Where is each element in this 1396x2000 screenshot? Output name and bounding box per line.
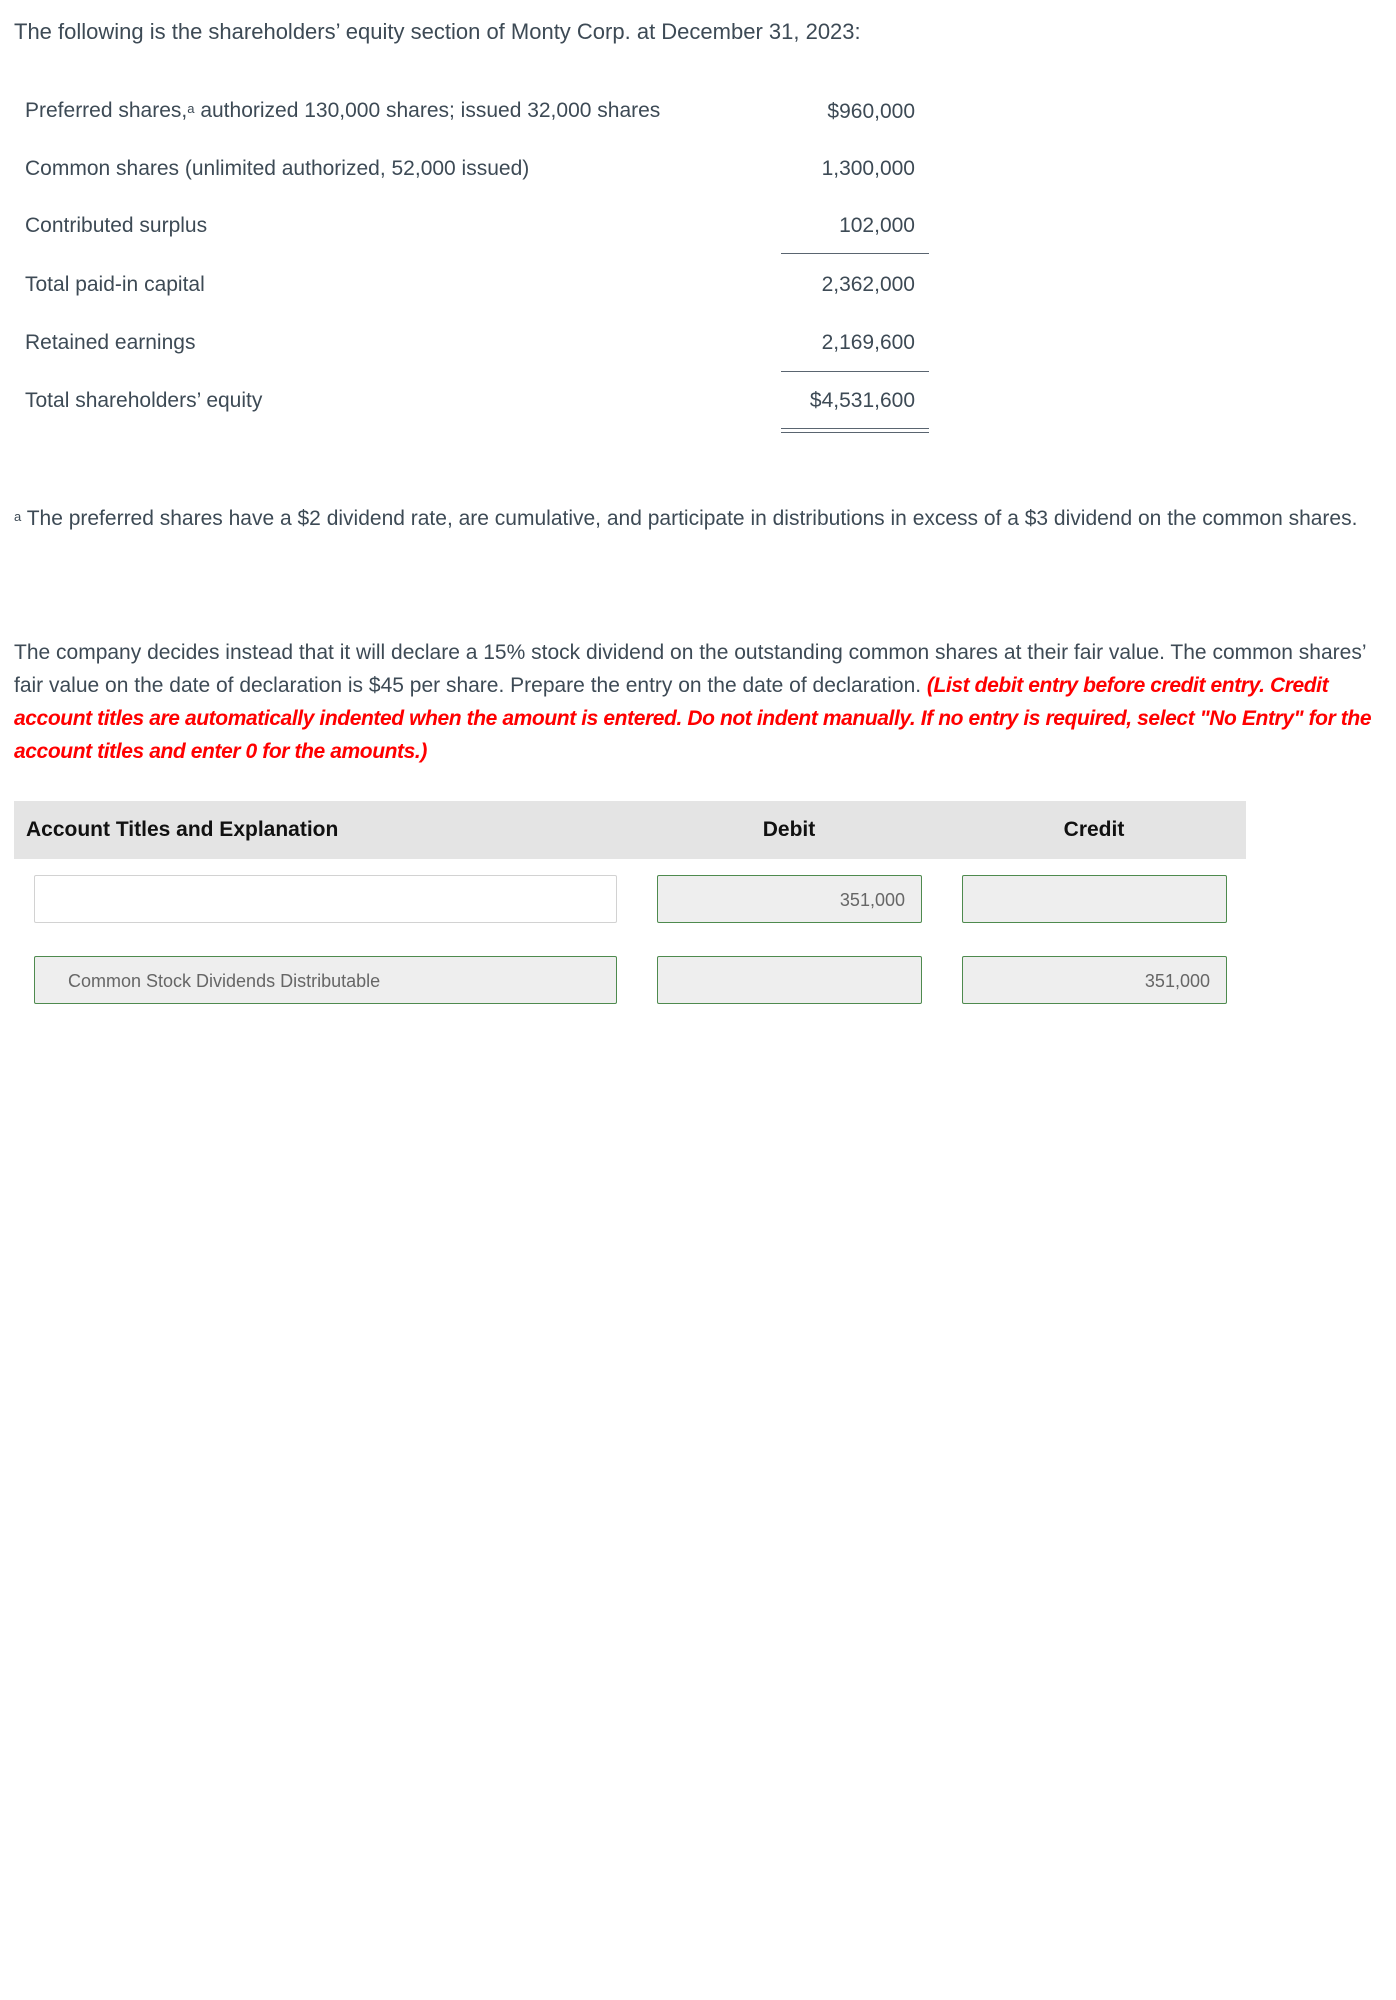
preferred-label: Preferred shares,	[25, 99, 188, 122]
equity-amount-total-paid-in: 2,362,000	[821, 273, 915, 296]
header-credit: Credit	[1063, 818, 1125, 841]
equity-amount-retained-earnings: 2,169,600	[821, 331, 915, 354]
equity-row-label-contributed-surplus: Contributed surplus	[25, 214, 208, 237]
preferred-label-rest: authorized 130,000 shares; issued 32,000 shares	[194, 99, 661, 122]
footnote-marker: a	[14, 509, 22, 524]
credit-input[interactable]	[962, 875, 1227, 923]
equity-amount-contributed-surplus: 102,000	[839, 214, 915, 237]
debit-input[interactable]	[657, 956, 922, 1004]
account-title-input[interactable]: Common Stock Dividends Distributable	[34, 956, 617, 1004]
question-text: The company decides instead that it will declare a 15% stock dividend on the outstanding common shares at their fair value. The common shares’ fair value on the date of declaration is $45 per share. Prepare the entry on the date of declaration.	[14, 641, 1366, 697]
equity-row-label-total-paid-in: Total paid-in capital	[25, 273, 205, 296]
subtotal-rule	[781, 253, 929, 254]
footnote-text: The preferred shares have a $2 dividend rate, are cumulative, and participate in distributions in excess of a $3 dividend on the common shares.	[21, 507, 1358, 530]
equity-row-label-retained-earnings: Retained earnings	[25, 331, 196, 354]
header-account-titles: Account Titles and Explanation	[26, 818, 339, 841]
journal-header	[14, 801, 1246, 859]
footnote-marker: a	[187, 101, 195, 116]
equity-amount-preferred: $960,000	[827, 100, 915, 123]
header-debit: Debit	[762, 818, 816, 841]
total-rule	[781, 371, 929, 372]
double-underline	[781, 428, 929, 433]
equity-row-label-common: Common shares (unlimited authorized, 52,000 issued)	[25, 157, 530, 180]
instruction-text: (List debit entry before credit entry. Credit account titles are automatically indented when the amount is entered. Do not indent manually. If no entry is required, select "No Entry" for the account titles and enter 0 for the amounts.)	[14, 674, 1372, 763]
debit-input[interactable]: 351,000	[657, 875, 922, 923]
equity-amount-total-equity: $4,531,600	[809, 389, 915, 412]
footnote	[14, 502, 1384, 536]
intro-text: The following is the shareholders’ equity section of Monty Corp. at December 31, 2023:	[14, 19, 861, 44]
account-title-input[interactable]	[34, 875, 617, 923]
question-paragraph	[14, 636, 1384, 768]
equity-row-label-preferred	[25, 97, 660, 125]
equity-row-label-total-equity: Total shareholders’ equity	[25, 389, 263, 412]
credit-input[interactable]: 351,000	[962, 956, 1227, 1004]
equity-amount-common: 1,300,000	[821, 157, 915, 180]
